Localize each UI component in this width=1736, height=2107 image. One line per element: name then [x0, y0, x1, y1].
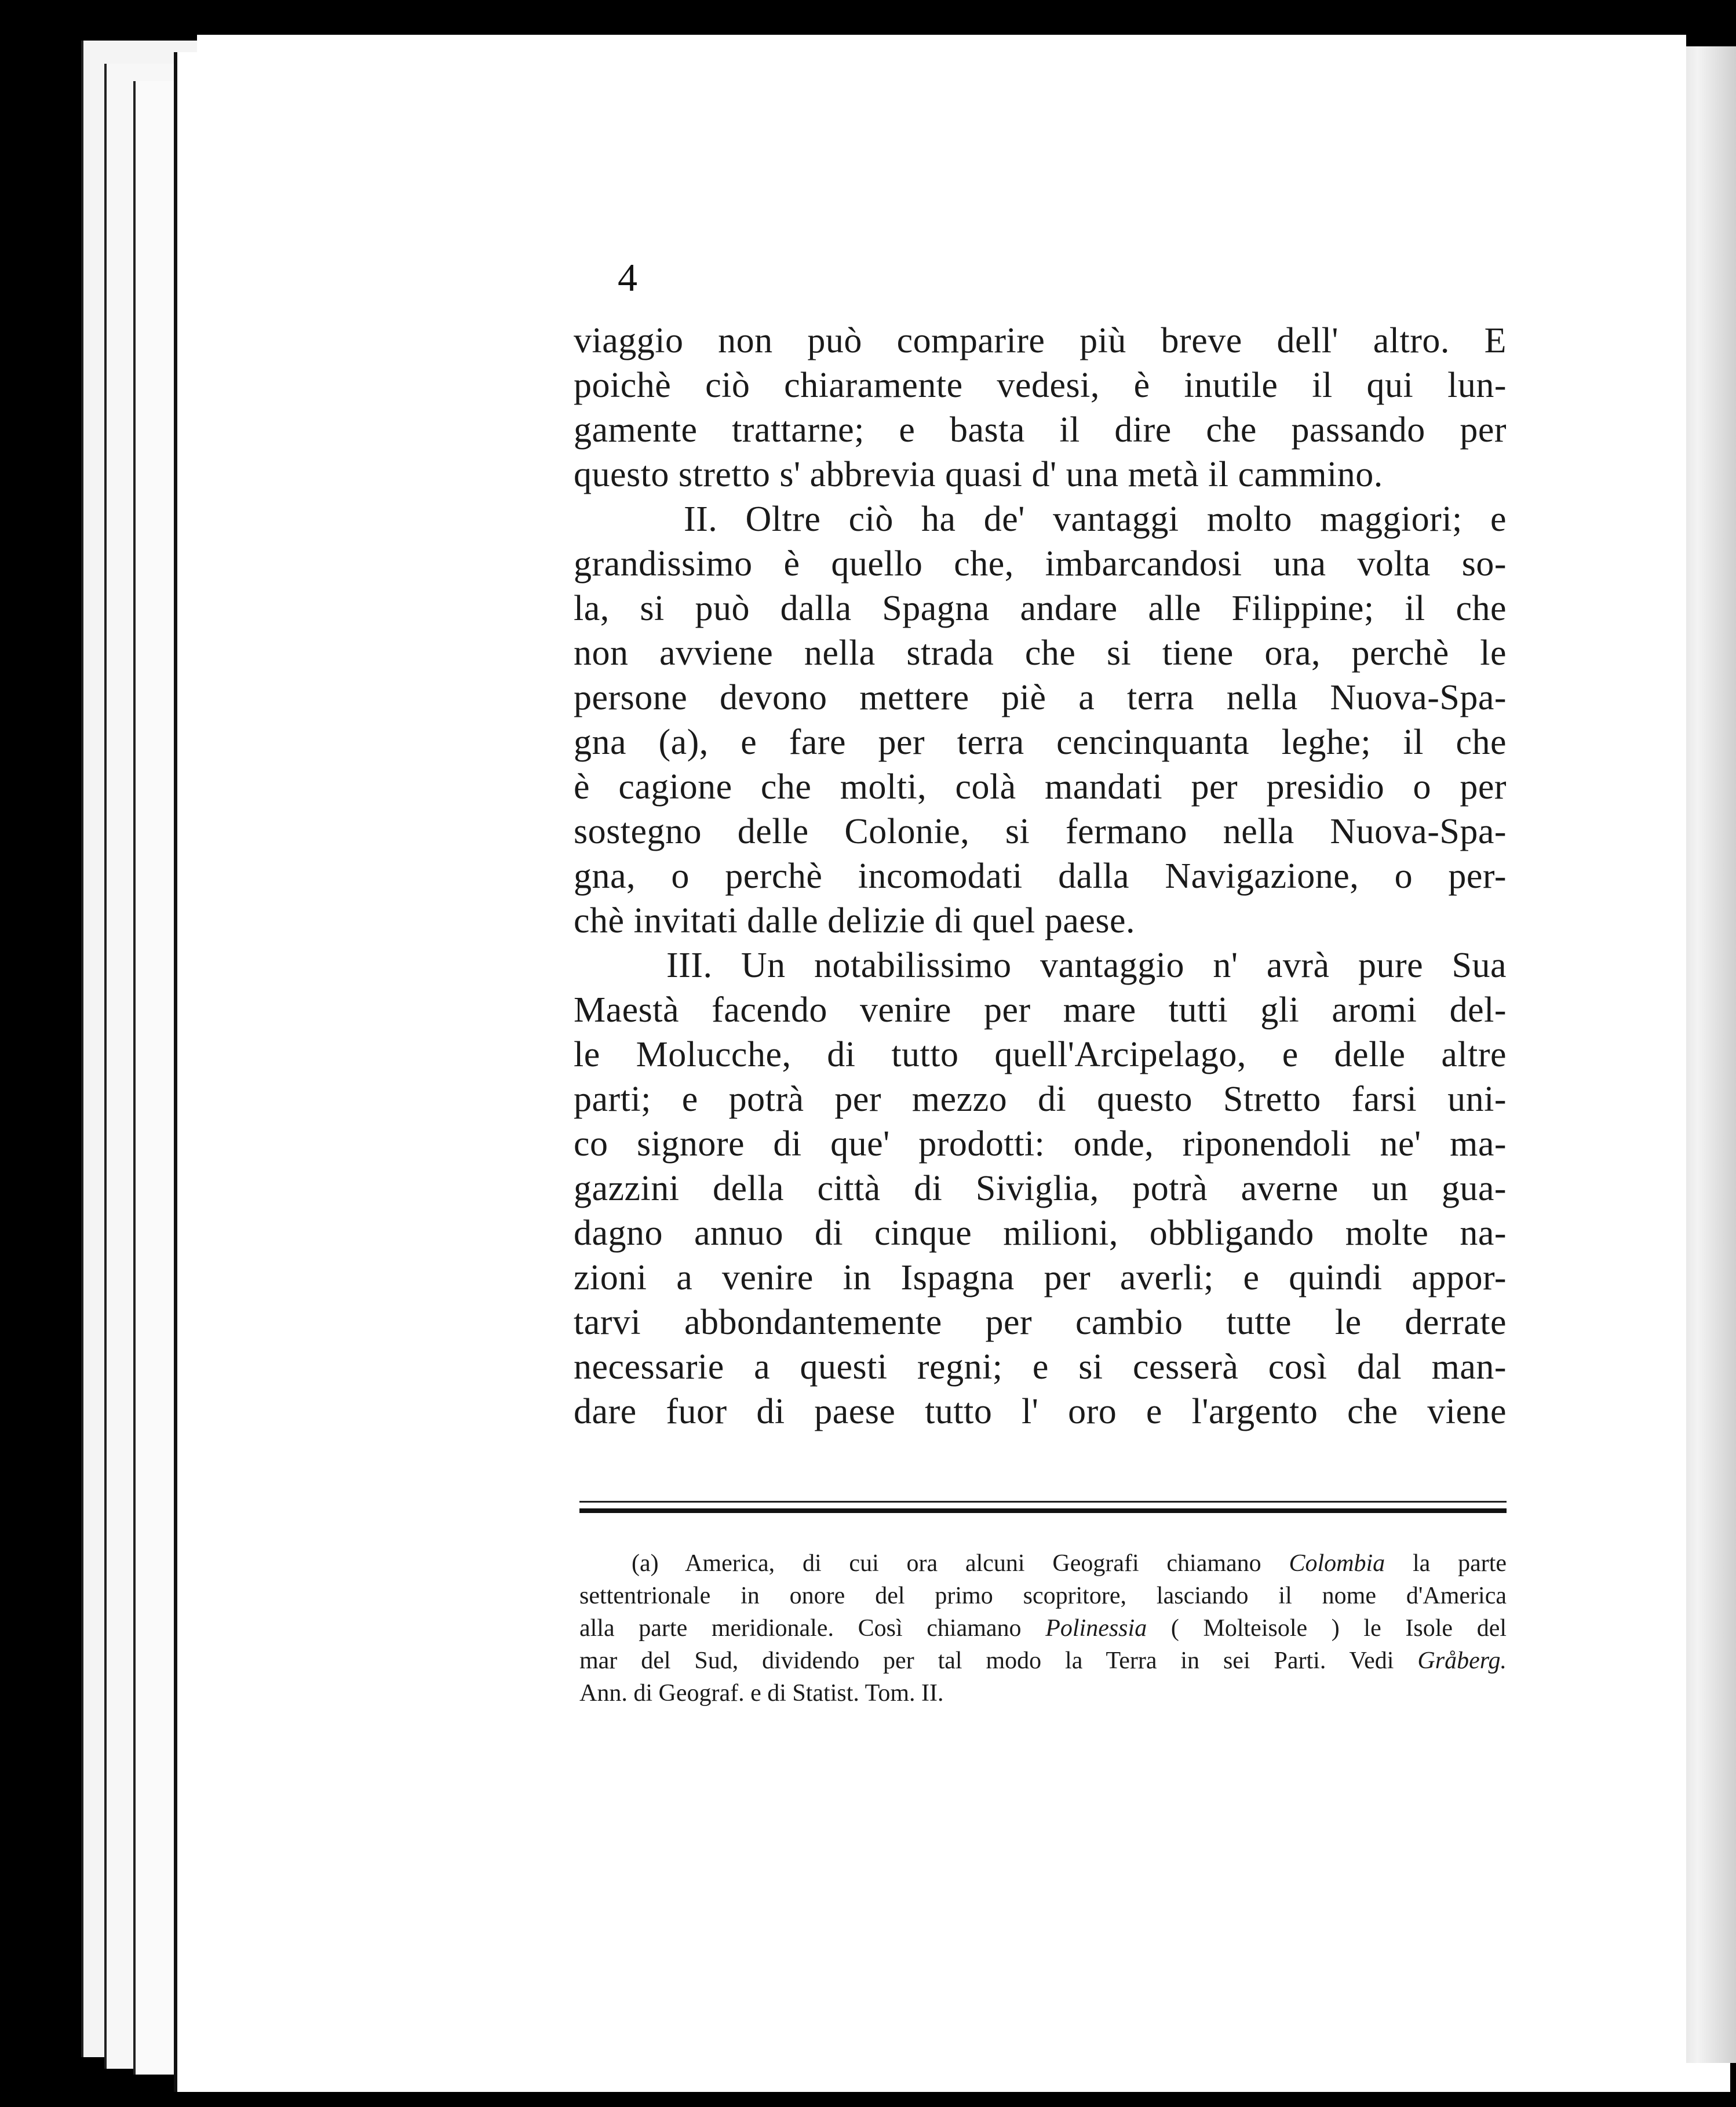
text-line: dagno annuo di cinque milioni, obbligando molte na- [574, 1213, 1507, 1253]
text-line: tarvi abbondantemente per cambio tutte le derrate [574, 1303, 1507, 1342]
rule-thin [579, 1501, 1507, 1503]
body-text [574, 319, 1507, 1434]
text-line: non avviene nella strada che si tiene ora, perchè le [574, 633, 1507, 673]
rule-thick [579, 1508, 1507, 1513]
text-line: co signore di que' prodotti: onde, riponendoli ne' ma- [574, 1124, 1507, 1164]
text-line: necessarie a questi regni; e si cesserà così dal man- [574, 1347, 1507, 1387]
text-line: persone devono mettere piè a terra nella Nuova-Spa- [574, 678, 1507, 717]
text-line: sostegno delle Colonie, si fermano nella Nuova-Spa- [574, 812, 1507, 851]
text-line: gamente trattarne; e basta il dire che passando per [574, 410, 1507, 450]
text-line: le Molucche, di tutto quell'Arcipelago, e delle altre [574, 1035, 1507, 1074]
text-line: parti; e potrà per mezzo di questo Stretto farsi uni- [574, 1080, 1507, 1119]
footnote-line: Ann. di Geograf. e di Statist. Tom. II. [579, 1680, 944, 1707]
text-line: gazzini della città di Siviglia, potrà averne un gua- [574, 1169, 1507, 1208]
footnote-line: settentrionale in onore del primo scopritore, lasciando il nome d'America [579, 1583, 1507, 1609]
text-line: viaggio non può comparire più breve dell' altro. E [574, 321, 1507, 360]
footnote-text: mar del Sud, dividendo per tal modo la Terra in sei Parti. Vedi [579, 1647, 1418, 1674]
page-number: 4 [618, 256, 637, 300]
footnote-text: ( Molteisole ) le Isole del [1147, 1615, 1507, 1642]
text-line: poichè ciò chiaramente vedesi, è inutile il qui lun- [574, 366, 1507, 405]
footnote-italic: Colombia [1289, 1550, 1385, 1577]
footnote-text: (a) America, di cui ora alcuni Geografi chiamano [632, 1550, 1289, 1577]
footnote-text: alla parte meridionale. Così chiamano [579, 1615, 1046, 1642]
footnote-rule [579, 1501, 1507, 1513]
text-line: chè invitati dalle delizie di quel paese. [574, 901, 1136, 941]
text-line: gna (a), e fare per terra cencinquanta leghe; il che [574, 723, 1507, 762]
text-line: è cagione che molti, colà mandati per presidio o per [574, 767, 1507, 807]
text-line: la, si può dalla Spagna andare alle Filippine; il che [574, 589, 1507, 628]
footnote [579, 1547, 1507, 1709]
footnote-italic: Gråberg. [1417, 1647, 1507, 1674]
footnote-italic: Polinessia [1045, 1615, 1147, 1642]
text-line: III. Un notabilissimo vantaggio n' avrà pure Sua [666, 946, 1507, 985]
text-line: grandissimo è quello che, imbarcandosi una volta so- [574, 544, 1507, 584]
text-line: Maestà facendo venire per mare tutti gli aromi del- [574, 990, 1507, 1030]
text-line: II. Oltre ciò ha de' vantaggi molto maggiori; e [684, 500, 1507, 539]
footnote-text: la parte [1385, 1550, 1507, 1577]
text-line: gna, o perchè incomodati dalla Navigazione, o per- [574, 856, 1507, 896]
footnote-line [579, 1547, 1507, 1580]
footnote-line [579, 1612, 1507, 1645]
text-line: questo stretto s' abbrevia quasi d' una metà il cammino. [574, 455, 1383, 494]
text-line: zioni a venire in Ispagna per averli; e quindi appor- [574, 1258, 1507, 1297]
footnote-line [579, 1645, 1507, 1677]
text-line: dare fuor di paese tutto l' oro e l'argento che viene [574, 1392, 1507, 1431]
